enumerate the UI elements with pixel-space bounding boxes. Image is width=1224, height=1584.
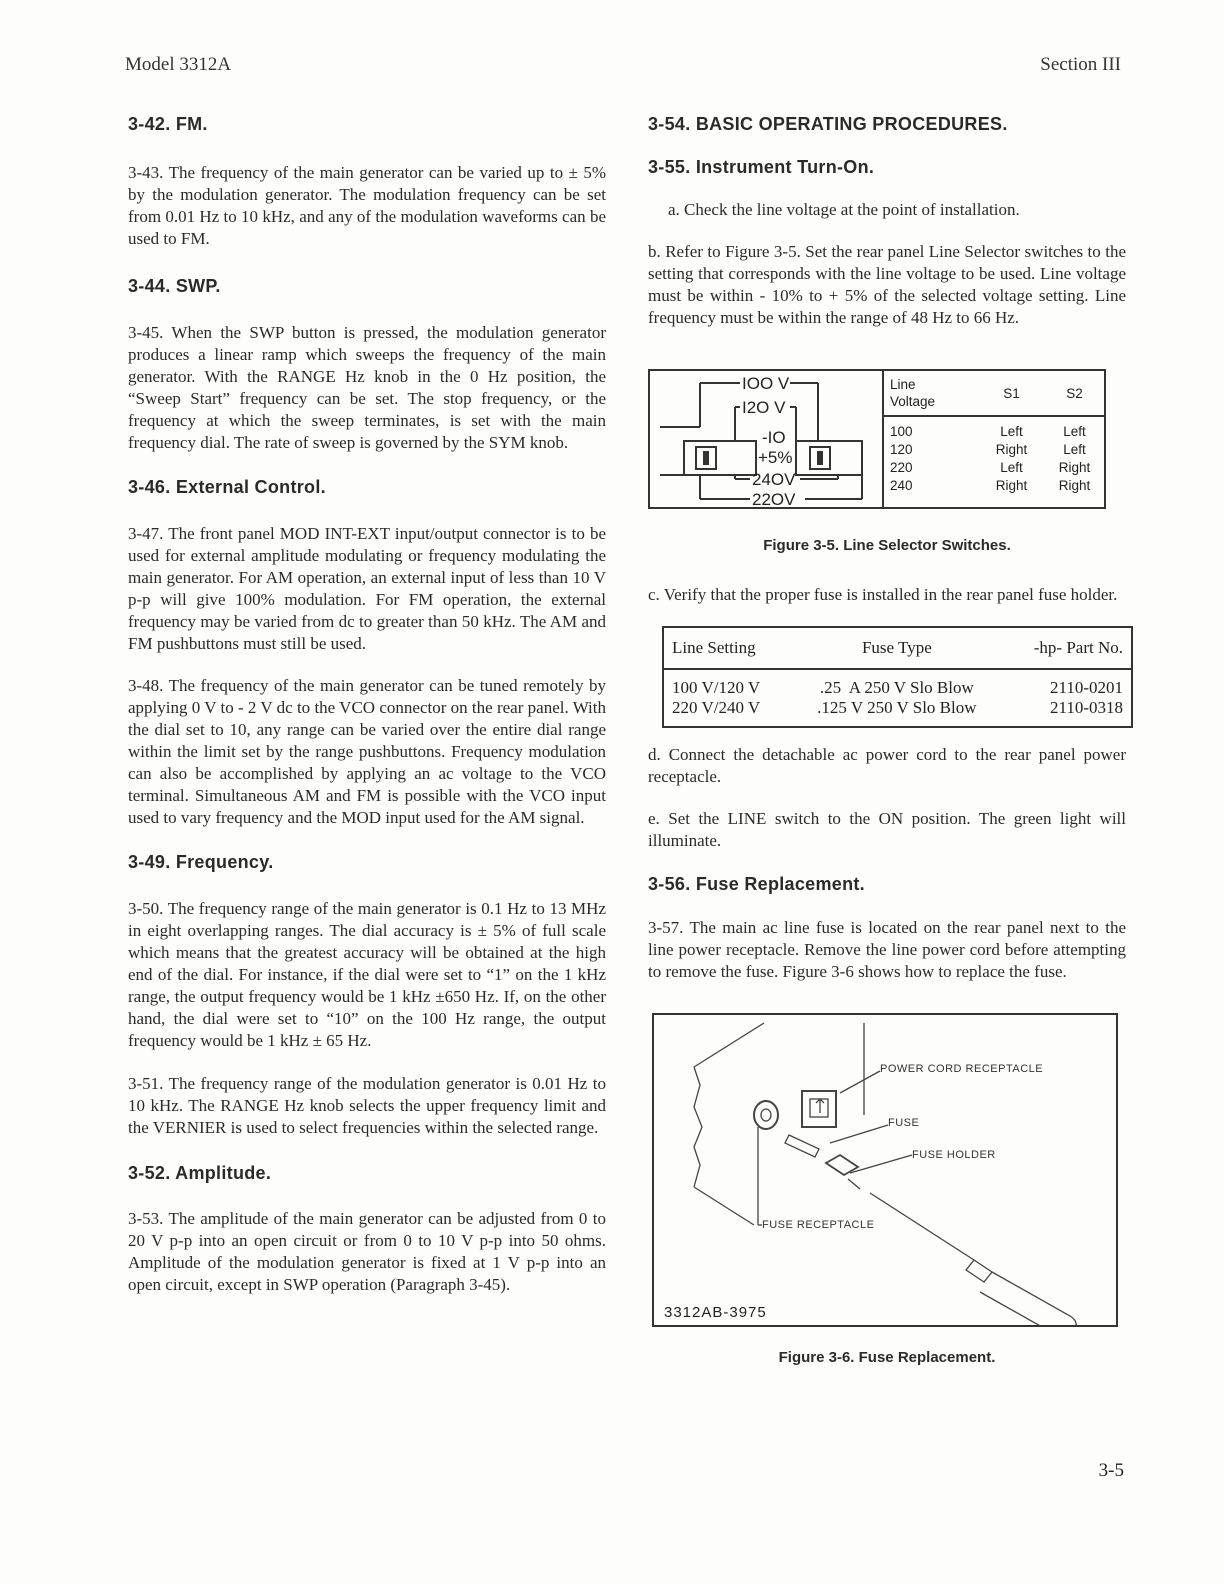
- heading-3-54: 3-54. BASIC OPERATING PROCEDURES.: [648, 114, 1008, 134]
- para-3-45: 3-45. When the SWP button is pressed, the modulation generator produces a linear ramp which sweeps the frequency of the main generator. With the RANGE Hz knob in the 0 Hz position, the “Sweep Start” frequency can be set. The stop frequency, or the frequency at which the sweep terminates, is set with the main frequency dial. The rate of sweep is governed by the SYM knob.: [128, 323, 606, 452]
- cell-fuse-type: .25 A 250 V Slo Blow: [819, 678, 974, 697]
- left-column: [128, 110, 606, 1296]
- fuse-table: [662, 626, 1133, 728]
- para-a: a. Check the line voltage at the point of installation.: [668, 200, 1020, 219]
- page-number: 3-5: [1098, 1460, 1124, 1481]
- figure-3-5-caption: Figure 3-5. Line Selector Switches.: [763, 537, 1011, 554]
- table-row: [884, 423, 1106, 441]
- heading-3-56: 3-56. Fuse Replacement.: [648, 874, 865, 894]
- col-line-voltage: Line Voltage: [884, 371, 980, 416]
- heading-3-42: 3-42. FM.: [128, 114, 208, 134]
- cell-s2: Left: [1063, 442, 1086, 457]
- heading-3-52: 3-52. Amplitude.: [128, 1163, 272, 1183]
- label-220v: 22OV: [752, 490, 796, 507]
- table-row: [663, 698, 1132, 727]
- cell-line-setting: 100 V/120 V: [672, 678, 761, 697]
- label-120v: I2O V: [742, 398, 786, 417]
- para-3-43: 3-43. The frequency of the main generator can be varied up to ± 5% by the modulation generator. The modulation frequency can be set from 0.01 Hz to 10 kHz, and any of the modulation waveforms can be used to FM.: [128, 163, 606, 248]
- fuse-diagram-svg: [654, 1015, 1116, 1325]
- cell-fuse-type: .125 V 250 V Slo Blow: [817, 698, 977, 717]
- heading-3-46: 3-46. External Control.: [128, 477, 326, 497]
- cell-line-setting: 220 V/240 V: [672, 698, 761, 717]
- heading-3-44: 3-44. SWP.: [128, 276, 221, 296]
- label-fuse-holder: FUSE HOLDER: [912, 1149, 996, 1161]
- para-b: b. Refer to Figure 3-5. Set the rear panel Line Selector switches to the setting that corresponds with the line voltage to be used. Line voltage must be within - 10% to + 5% of the selected voltage setting. Line frequency must be within the range of 48 Hz to 66 Hz.: [648, 242, 1126, 327]
- selector-table-pane: [882, 371, 1106, 507]
- cell-s1: Left: [1000, 460, 1023, 475]
- cell-s2: Right: [1058, 478, 1091, 493]
- para-3-53: 3-53. The amplitude of the main generator can be adjusted from 0 to 20 V p-p into an open circuit or from 0 to 10 V p-p into 50 ohms. Amplitude of the modulation generator is fixed at 1 V p-p into an open circuit, except in SWP operation (Paragraph 3-45).: [128, 1209, 606, 1294]
- cell-part-no: 2110-0201: [1049, 678, 1123, 697]
- para-3-48: 3-48. The frequency of the main generator can be tuned remotely by applying 0 V to - 2 V dc to the VCO connector on the rear panel. With the dial set to 10, any range can be varied over the entire dial range within the limit set by the range pushbuttons. Frequency modulation can also be accomplished by applying an ac voltage to the VCO terminal. Simultaneous AM and FM is possible with the VCO input used to vary frequency and the MOD input used for the AM signal.: [128, 676, 606, 827]
- header-model: Model 3312A: [125, 54, 232, 75]
- cell-s1: Right: [995, 442, 1028, 457]
- cell-s2: Right: [1058, 460, 1091, 475]
- label-fuse: FUSE: [888, 1117, 920, 1129]
- table-row: [884, 441, 1106, 459]
- cell-voltage: 100: [890, 424, 913, 439]
- label-power-cord-receptacle: POWER CORD RECEPTACLE: [880, 1063, 1044, 1075]
- cell-part-no: 2110-0318: [1049, 698, 1123, 717]
- para-3-50: 3-50. The frequency range of the main generator is 0.1 Hz to 13 MHz in eight overlapping ranges. The dial accuracy is ± 5% of full scale which means that the greatest accuracy will be obtained at the high end of the dial. For instance, if the dial were set to “1” on the 1 kHz range, the output frequency would be 1 kHz ±650 Hz. If, on the other hand, the dial were set to “10” on the 100 Hz range, the output frequency would be 1 kHz ± 65 Hz.: [128, 899, 606, 1050]
- line-selector-figure: [648, 369, 1106, 509]
- selector-table: [884, 371, 1106, 495]
- cell-s2: Left: [1063, 424, 1086, 439]
- label-tol-plus: +5%: [758, 448, 793, 467]
- para-e: e. Set the LINE switch to the ON position. The green light will illuminate.: [648, 809, 1126, 850]
- col-part-no: -hp- Part No.: [1003, 627, 1132, 669]
- fuse-replacement-figure: [652, 1013, 1118, 1327]
- heading-3-55: 3-55. Instrument Turn-On.: [648, 157, 875, 177]
- label-fuse-receptacle: FUSE RECEPTACLE: [762, 1219, 875, 1231]
- figure-id: 3312AB-3975: [664, 1304, 767, 1321]
- label-240v: 24OV: [752, 470, 796, 489]
- para-3-51: 3-51. The frequency range of the modulation generator is 0.01 Hz to 10 kHz. The RANGE Hz knob selects the upper frequency limit and the VERNIER is used to select frequencies within the selected range.: [128, 1074, 606, 1137]
- cell-voltage: 120: [890, 442, 913, 457]
- right-column: [648, 110, 1126, 1366]
- col-fuse-type: Fuse Type: [791, 627, 1004, 669]
- col-s2: S2: [1043, 371, 1106, 416]
- cell-voltage: 220: [890, 460, 913, 475]
- heading-3-49: 3-49. Frequency.: [128, 852, 274, 872]
- table-row: [884, 477, 1106, 495]
- para-d: d. Connect the detachable ac power cord to the rear panel power receptacle.: [648, 745, 1126, 786]
- table-row: [663, 678, 1132, 698]
- selector-switch-diagram: [650, 371, 880, 507]
- selector-diagram-svg: [650, 371, 880, 507]
- para-3-47: 3-47. The front panel MOD INT-EXT input/output connector is to be used for external amplitude modulating or frequency modulating the main generator. For AM operation, an external input of less than 10 V p-p will give 100% modulation. For FM operation, the external frequency may be varied from dc to greater than 50 kHz. The AM and FM pushbuttons must still be used.: [128, 524, 606, 653]
- para-3-57: 3-57. The main ac line fuse is located on the rear panel next to the line power receptacle. Remove the line power cord before attempting to remove the fuse. Figure 3-6 shows how to replace the fuse.: [648, 918, 1126, 981]
- label-tol-minus: -IO: [762, 428, 786, 447]
- col-s1: S1: [980, 371, 1043, 416]
- cell-s1: Left: [1000, 424, 1023, 439]
- table-row: [884, 459, 1106, 477]
- cell-s1: Right: [995, 478, 1028, 493]
- header-section: Section III: [1040, 54, 1121, 75]
- cell-voltage: 240: [890, 478, 913, 493]
- figure-3-6-caption: Figure 3-6. Fuse Replacement.: [778, 1349, 996, 1366]
- col-line-setting: Line Setting: [663, 627, 791, 669]
- label-100v: IOO V: [742, 374, 790, 393]
- para-c: c. Verify that the proper fuse is installed in the rear panel fuse holder.: [648, 585, 1118, 604]
